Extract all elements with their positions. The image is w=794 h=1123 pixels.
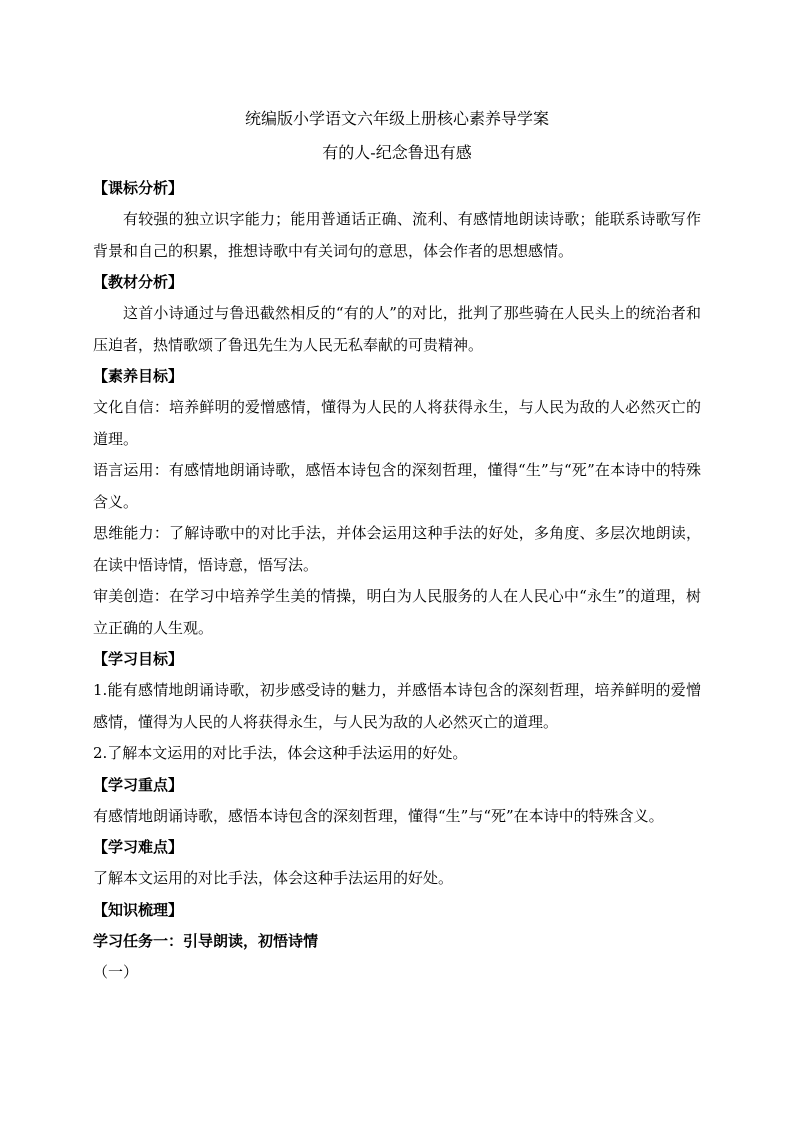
suyang-item-language: 语言运用：有感情地朗诵诗歌，感悟本诗包含的深刻哲理，懂得“生”与“死”在本诗中的特殊含义。 <box>93 461 701 511</box>
document-title: 统编版小学语文六年级上册核心素养导学案 <box>244 109 549 128</box>
document-content <box>93 103 701 988</box>
section-heading-kebiao: 【课标分析】 <box>93 179 184 197</box>
section-heading-xuexi-mubiao: 【学习目标】 <box>93 650 184 668</box>
section-heading-zhishi: 【知识梳理】 <box>93 900 184 919</box>
xuexi-mubiao-item-1: 1.能有感情地朗诵诗歌，初步感受诗的魅力，并感悟本诗包含的深刻哲理，培养鲜明的爱憎感情，懂得为人民的人将获得永生，与人民为敌的人必然灭亡的道理。 <box>93 681 701 731</box>
section-heading-suyang: 【素养目标】 <box>93 367 184 385</box>
suyang-item-culture: 文化自信：培养鲜明的爱憎感情，懂得为人民的人将获得永生，与人民为敌的人必然灭亡的道理。 <box>93 398 701 448</box>
xuexi-mubiao-item-2: 2.了解本文运用的对比手法，体会这种手法运用的好处。 <box>93 744 468 762</box>
section-heading-nandian: 【学习难点】 <box>93 838 184 856</box>
nandian-paragraph: 了解本文运用的对比手法，体会这种手法运用的好处。 <box>93 869 454 887</box>
jiaocai-paragraph: 这首小诗通过与鲁迅截然相反的“有的人”的对比，批判了那些骑在人民头上的统治者和压迫者，热情歌颂了鲁迅先生为人民无私奉献的可贵精神。 <box>93 304 701 354</box>
suyang-item-thinking: 思维能力：了解诗歌中的对比手法，并体会运用这种手法的好处，多角度、多层次地朗读，在读中悟诗情，悟诗意，悟写法。 <box>93 524 701 574</box>
sub-section-number: （一） <box>93 962 139 981</box>
section-heading-jiaocai: 【教材分析】 <box>93 273 184 291</box>
document-subtitle: 有的人-纪念鲁迅有感 <box>322 143 472 162</box>
section-heading-zhongdian: 【学习重点】 <box>93 775 184 794</box>
zhongdian-paragraph: 有感情地朗诵诗歌，感悟本诗包含的深刻哲理，懂得“生”与“死”在本诗中的特殊含义。 <box>93 806 664 825</box>
learning-task-title: 学习任务一：引导朗读，初悟诗情 <box>93 931 319 950</box>
kebiao-paragraph: 有较强的独立识字能力；能用普通话正确、流利、有感情地朗读诗歌；能联系诗歌写作背景和自己的积累，推想诗歌中有关词句的意思，体会作者的思想感情。 <box>93 210 701 260</box>
suyang-item-aesthetic: 审美创造：在学习中培养学生美的情操，明白为人民服务的人在人民心中“永生”的道理，树立正确的人生观。 <box>93 587 701 637</box>
